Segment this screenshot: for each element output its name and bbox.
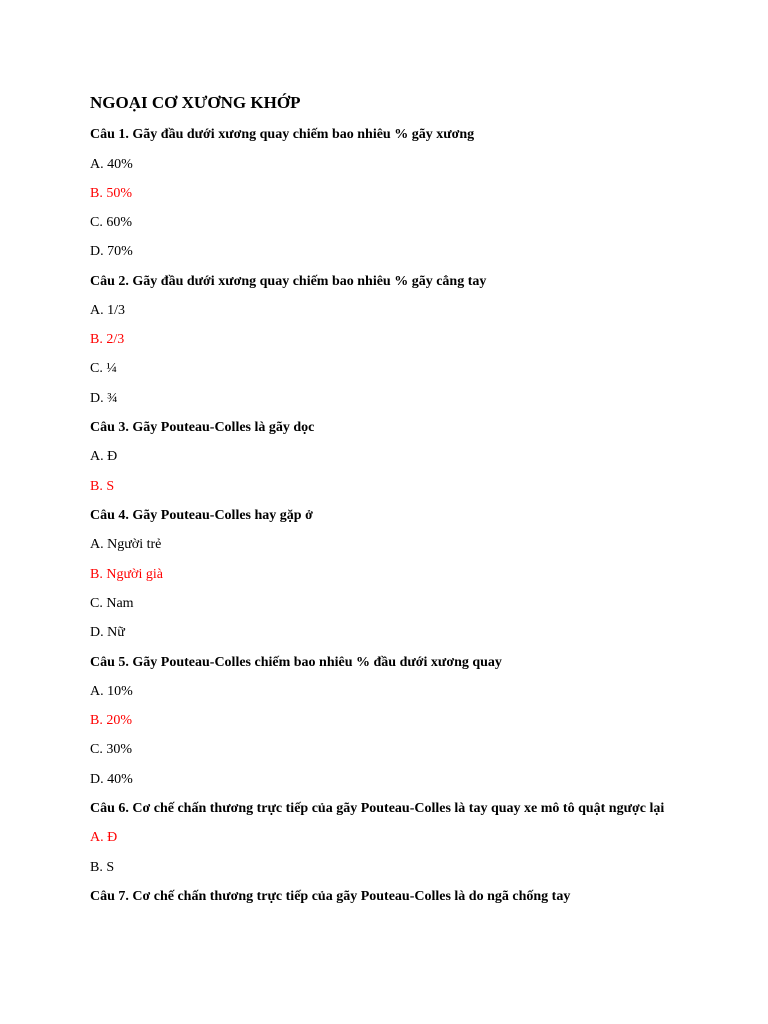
- q2-option-d: D. ¾: [90, 391, 118, 406]
- question-2: Câu 2. Gãy đầu dưới xương quay chiếm bao nhiêu % gãy cẳng tay: [90, 274, 487, 289]
- q4-option-a: A. Người trẻ: [90, 537, 162, 552]
- q4-option-d: D. Nữ: [90, 625, 125, 640]
- q6-option-a-correct: A. Đ: [90, 830, 118, 845]
- q5-option-c: C. 30%: [90, 742, 132, 757]
- question-7: Câu 7. Cơ chế chấn thương trực tiếp của gãy Pouteau-Colles là do ngã chống tay: [90, 889, 571, 904]
- q2-option-b-correct: B. 2/3: [90, 332, 125, 347]
- question-5: Câu 5. Gãy Pouteau-Colles chiếm bao nhiêu % đầu dưới xương quay: [90, 655, 502, 670]
- q3-option-b-correct: B. S: [90, 479, 115, 494]
- q1-option-c: C. 60%: [90, 215, 132, 230]
- q2-option-c: C. ¼: [90, 361, 117, 376]
- question-4: Câu 4. Gãy Pouteau-Colles hay gặp ở: [90, 508, 313, 523]
- q5-option-d: D. 40%: [90, 772, 133, 787]
- question-1: Câu 1. Gãy đầu dưới xương quay chiếm bao nhiêu % gãy xương: [90, 127, 475, 142]
- document-title: NGOẠI CƠ XƯƠNG KHỚP: [90, 93, 301, 112]
- q4-option-b-correct: B. Người già: [90, 567, 163, 582]
- q5-option-a: A. 10%: [90, 684, 133, 699]
- question-6: Câu 6. Cơ chế chấn thương trực tiếp của gãy Pouteau-Colles là tay quay xe mô tô quật ngược lại: [90, 801, 665, 816]
- q1-option-a: A. 40%: [90, 157, 133, 172]
- q1-option-b-correct: B. 50%: [90, 186, 132, 201]
- q5-option-b-correct: B. 20%: [90, 713, 132, 728]
- q1-option-d: D. 70%: [90, 244, 133, 259]
- question-3: Câu 3. Gãy Pouteau-Colles là gãy dọc: [90, 420, 315, 435]
- q3-option-a: A. Đ: [90, 449, 118, 464]
- q4-option-c: C. Nam: [90, 596, 134, 611]
- q6-option-b: B. S: [90, 860, 115, 875]
- q2-option-a: A. 1/3: [90, 303, 125, 318]
